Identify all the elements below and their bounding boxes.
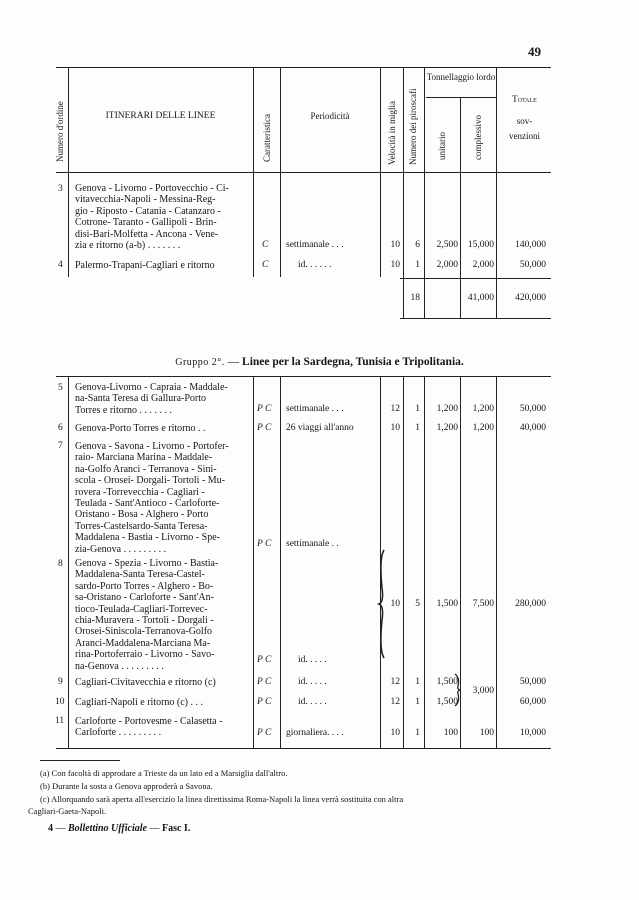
col-rule [253, 67, 254, 277]
row-unitario: 1,500 [436, 599, 458, 609]
row-totale: 50,000 [519, 677, 546, 687]
row-complessivo: 15,000 [467, 240, 494, 250]
header-bottom-rule [56, 172, 551, 173]
row-periodicita: giornaliera. . . . [286, 728, 344, 738]
row-periodicita: 26 viaggi all'anno [286, 423, 354, 433]
col-rule [496, 67, 497, 319]
row-velocita: 10 [390, 599, 400, 609]
row-periodicita: settimanale . . [286, 539, 339, 549]
footer-dash: — [55, 823, 66, 834]
row-caratteristica: P C [257, 404, 272, 414]
tonnage-subrule [426, 97, 496, 98]
row-itinerary: Cagliari-Napoli e ritorno (c) . . . [75, 697, 204, 708]
row-velocita: 10 [390, 240, 400, 250]
bulletin-footer [48, 823, 190, 834]
header-velocita: Velocità in miglia [387, 101, 397, 165]
row-caratteristica: C [262, 260, 269, 270]
row-unitario: 1,500 [436, 677, 458, 687]
row-velocita: 10 [390, 260, 400, 270]
col-rule [68, 67, 69, 277]
row-velocita: 12 [390, 404, 400, 414]
row-itinerary: Genova - Savona - Livorno - Portofer- raio- Marciana Marina - Maddale- na-Golfo Aranci - Terranova - Sini- scola - Orosei- Dorgali- Tortolì - Mu- rovera -Torrevecchia - Cagliari - Teulada - Sant'Antioco - Carloforte- Oristano - Bosa - Alghero - Porto Torres-Castelsardo-Santa Teresa- Maddalena - Bastia - Livorno - Spe- zia-Genova . . . . . . . . . [75, 441, 229, 555]
header-piroscafi: Numero dei piroscafi [408, 88, 418, 165]
row-piroscafi: 1 [415, 677, 420, 687]
row-totale: 140,000 [515, 240, 546, 250]
totals-rule [400, 278, 551, 279]
row-periodicita: id. . . . . [298, 655, 327, 665]
total-sovvenzioni: 420,000 [515, 293, 546, 303]
header-numero: Numero d'ordine [55, 101, 65, 162]
col-rule [68, 376, 69, 748]
row-caratteristica: P C [257, 655, 272, 665]
row-totale: 280,000 [515, 599, 546, 609]
row-caratteristica: P C [257, 677, 272, 687]
col-rule [280, 376, 281, 748]
row-number: 6 [58, 423, 63, 433]
row-totale: 50,000 [519, 260, 546, 270]
group-heading: Linee per la Sardegna, Tunisia e Tripolitania. [242, 356, 464, 368]
row-complessivo: 1,200 [472, 404, 494, 414]
col-rule [280, 67, 281, 277]
row-itinerary: Genova - Spezia - Livorno - Bastia- Maddalena-Santa Teresa-Castel- sardo-Porto Torres - Alghero - Bo- sa-Oristano - Carloforte - Sant'An- tioco-Teulada-Cagliari-Torrevec- chia-Muravera - Tortolì - Dorgali - Orosei-Siniscola-Terranova-Golfo Aranci-Maddalena-Marciana Ma- rina-Portoferraio - Livorno - Savo- na-Genova . . . . . . . . . [75, 558, 219, 672]
row-totale: 10,000 [519, 728, 546, 738]
row-number: 9 [58, 677, 63, 687]
row-piroscafi: 6 [415, 240, 420, 250]
row-unitario: 2,500 [436, 240, 458, 250]
row-periodicita: settimanale . . . [286, 404, 344, 414]
row-velocita: 12 [390, 697, 400, 707]
row-piroscafi: 1 [415, 423, 420, 433]
header-periodicita: Periodicità [310, 111, 350, 121]
table-top-rule [56, 376, 551, 377]
footnote-a: (a) Con facoltà di approdare a Trieste da un lato ed a Marsiglia dall'altro. [40, 768, 288, 778]
footnote-c: (c) Allorquando sarà aperta all'esercizio la linea direttissima Roma-Napoli la linea verrà sostituita con altra [40, 794, 404, 804]
col-rule [403, 67, 404, 319]
group-prefix: Gruppo 2°. [175, 357, 225, 368]
row-unitario: 1,200 [436, 423, 458, 433]
row-caratteristica: P C [257, 728, 272, 738]
row-totale: 40,000 [519, 423, 546, 433]
row-piroscafi: 1 [415, 404, 420, 414]
row-itinerary: Genova-Porto Torres e ritorno . . [75, 423, 206, 434]
row-piroscafi: 1 [415, 728, 420, 738]
header-tonnellaggio: Tonnellaggio lordo [426, 72, 496, 82]
row-periodicita: id. . . . . [298, 677, 327, 687]
row-unitario: 1,500 [436, 697, 458, 707]
row-velocita: 10 [390, 423, 400, 433]
row-caratteristica: P C [257, 697, 272, 707]
footer-number: 4 [48, 823, 53, 834]
header-totale-2: sov- [516, 116, 533, 126]
row-complessivo: 2,000 [472, 260, 494, 270]
row-unitario: 2,000 [436, 260, 458, 270]
row-number: 5 [58, 383, 63, 393]
total-piroscafi: 18 [410, 293, 420, 303]
row-itinerary: Genova-Livorno - Capraia - Maddale- na-Santa Teresa di Gallura-Porto Torres e ritorno . . . . . . . [75, 382, 228, 416]
row-totale: 50,000 [519, 404, 546, 414]
group-dash: — [227, 356, 240, 368]
page-number: 49 [528, 44, 541, 59]
row-velocita: 10 [390, 728, 400, 738]
row-complessivo: 7,500 [472, 599, 494, 609]
row-itinerary: Genova - Livorno - Portovecchio - Ci- vitavecchia-Napoli - Messina-Reg- gio - Riposto - Catania - Catanzaro - Cotrone- Taranto - Gallipoli - Brin- disi-Bari-Molfetta - Ancona - Vene- zia e ritorno (a-b) . . . . . . . [75, 183, 229, 252]
row-caratteristica: C [262, 240, 269, 250]
row-number: 7 [58, 441, 63, 451]
header-totale: Totale [512, 94, 537, 104]
header-unitario: unitario [437, 132, 447, 160]
row-periodicita: id. . . . . [298, 697, 327, 707]
row-velocita: 12 [390, 677, 400, 687]
header-caratteristica: Caratteristica [262, 114, 272, 162]
row-unitario: 100 [443, 728, 458, 738]
row-periodicita: id. . . . . . [298, 260, 332, 270]
footnote-b: (b) Durante la sosta a Genova approderà a Savona. [40, 781, 213, 791]
col-rule [253, 376, 254, 748]
row-piroscafi: 1 [415, 260, 420, 270]
table-top-rule [56, 67, 551, 68]
totals-bottom-rule [400, 318, 551, 319]
footer-fasc: Fasc I. [161, 823, 191, 834]
footer-dash: — [149, 823, 160, 834]
table-bottom-rule [56, 748, 551, 749]
row-number: 8 [58, 559, 63, 569]
row-complessivo: 1,200 [472, 423, 494, 433]
row-totale: 60,000 [519, 697, 546, 707]
footnote-c-cont: Cagliari-Gaeta-Napoli. [28, 806, 107, 816]
row-itinerary: Carloforte - Portovesme - Calasetta - Carloforte . . . . . . . . . [75, 716, 223, 739]
header-itinerari: ITINERARI DELLE LINEE [105, 111, 216, 121]
merged-complessivo: 3,000 [472, 686, 494, 696]
header-complessivo: complessivo [473, 115, 483, 160]
row-itinerary: Palermo-Trapani-Cagliari e ritorno [75, 260, 215, 271]
header-totale-3: venzioni [509, 131, 540, 141]
col-rule [460, 97, 461, 319]
row-caratteristica: P C [257, 539, 272, 549]
row-periodicita: settimanale . . . [286, 240, 344, 250]
row-number: 4 [58, 260, 63, 270]
row-caratteristica: P C [257, 423, 272, 433]
group-2-title [0, 356, 639, 368]
footer-title: Bollettino Ufficiale [68, 823, 147, 834]
row-number: 10 [55, 697, 65, 707]
row-unitario: 1,200 [436, 404, 458, 414]
row-itinerary: Cagliari-Civitavecchia e ritorno (c) [75, 677, 216, 688]
row-piroscafi: 5 [415, 599, 420, 609]
col-rule [424, 67, 425, 319]
row-number: 11 [55, 716, 65, 726]
row-complessivo: 100 [479, 728, 494, 738]
row-number: 3 [58, 184, 63, 194]
row-piroscafi: 1 [415, 697, 420, 707]
total-complessivo: 41,000 [467, 293, 494, 303]
footnote-rule [40, 760, 120, 761]
